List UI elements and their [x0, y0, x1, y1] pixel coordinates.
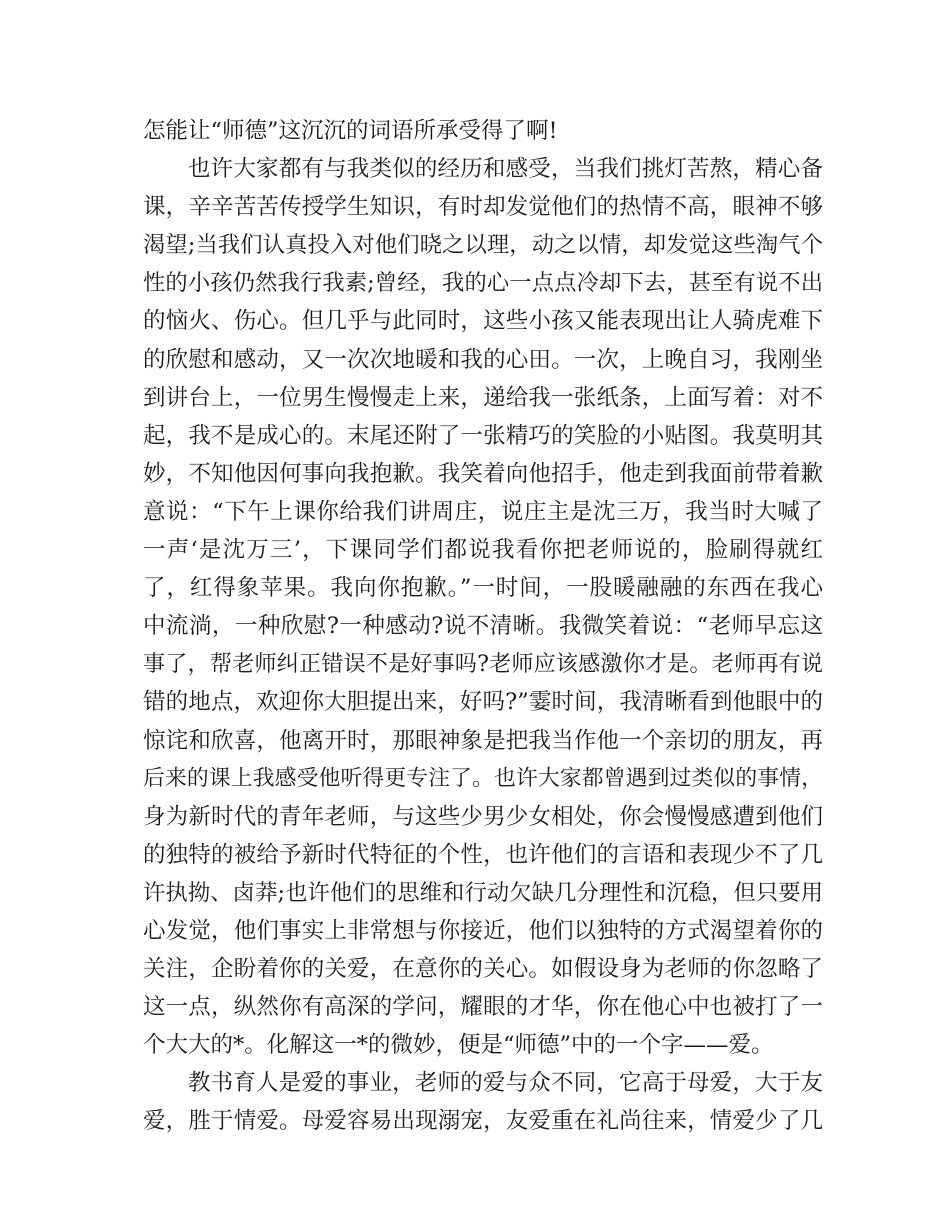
- text-line: 一声‘是沈万三’，下课同学们都说我看你把老师说的，脸刷得就红: [143, 537, 823, 564]
- text-line: 的欣慰和感动，又一次次地暖和我的心田。一次，上晚自习，我刚坐: [143, 346, 823, 373]
- text-line: 的独特的被给予新时代特征的个性，也许他们的言语和表现少不了几: [143, 841, 823, 868]
- text-line: 的恼火、伤心。但几乎与此同时，这些小孩又能表现出让人骑虎难下: [143, 308, 823, 335]
- text-line: 课，辛辛苦苦传授学生知识，有时却发觉他们的热情不高，眼神不够: [143, 194, 823, 221]
- text-line: 了，红得象苹果。我向你抱歉。”一时间，一股暖融融的东西在我心: [143, 575, 823, 602]
- text-line: 妙，不知他因何事向我抱歉。我笑着向他招手，他走到我面前带着歉: [143, 460, 823, 487]
- body-text: [143, 112, 823, 1141]
- text-line: 错的地点，欢迎你大胆提出来，好吗?”霎时间，我清晰看到他眼中的: [143, 689, 823, 716]
- text-line: 性的小孩仍然我行我素;曾经，我的心一点点冷却下去，甚至有说不出: [143, 270, 823, 297]
- text-line: 意说：“下午上课你给我们讲周庄，说庄主是沈三万，我当时大喊了: [143, 498, 823, 525]
- text-line: 怎能让“师德”这沉沉的词语所承受得了啊!: [143, 118, 558, 144]
- text-line: 个大大的*。化解这一*的微妙，便是“师德”中的一个字——爱。: [143, 1032, 774, 1059]
- text-line: 也许大家都有与我类似的经历和感受，当我们挑灯苦熬，精心备: [188, 156, 823, 183]
- text-line: 心发觉，他们事实上非常想与你接近，他们以独特的方式渴望着你的: [143, 917, 823, 944]
- text-line: 教书育人是爱的事业，老师的爱与众不同，它高于母爱，大于友: [188, 1070, 823, 1097]
- text-line: 中流淌，一种欣慰?一种感动?说不清晰。我微笑着说：“老师早忘这: [143, 613, 823, 640]
- text-line: 爱，胜于情爱。母爱容易出现溺宠，友爱重在礼尚往来，情爱少了几: [143, 1108, 823, 1135]
- text-line: 起，我不是成心的。末尾还附了一张精巧的笑脸的小贴图。我莫明其: [143, 422, 823, 449]
- text-line: 事了，帮老师纠正错误不是好事吗?老师应该感激你才是。老师再有说: [143, 651, 823, 678]
- text-line: 关注，企盼着你的关爱，在意你的关心。如假设身为老师的你忽略了: [143, 956, 823, 983]
- text-line: 身为新时代的青年老师，与这些少男少女相处，你会慢慢感遭到他们: [143, 803, 823, 830]
- text-line: 渴望;当我们认真投入对他们晓之以理，动之以情，却发觉这些淘气个: [143, 232, 823, 259]
- text-line: 惊诧和欣喜，他离开时，那眼神象是把我当作他一个亲切的朋友，再: [143, 727, 823, 754]
- text-line: 这一点，纵然你有高深的学问，耀眼的才华，你在他心中也被打了一: [143, 994, 823, 1021]
- text-line: 到讲台上，一位男生慢慢走上来，递给我一张纸条，上面写着：对不: [143, 384, 823, 411]
- text-line: 许执拗、卤莽;也许他们的思维和行动欠缺几分理性和沉稳，但只要用: [143, 879, 823, 906]
- text-line: 后来的课上我感受他听得更专注了。也许大家都曾遇到过类似的事情，: [143, 765, 823, 791]
